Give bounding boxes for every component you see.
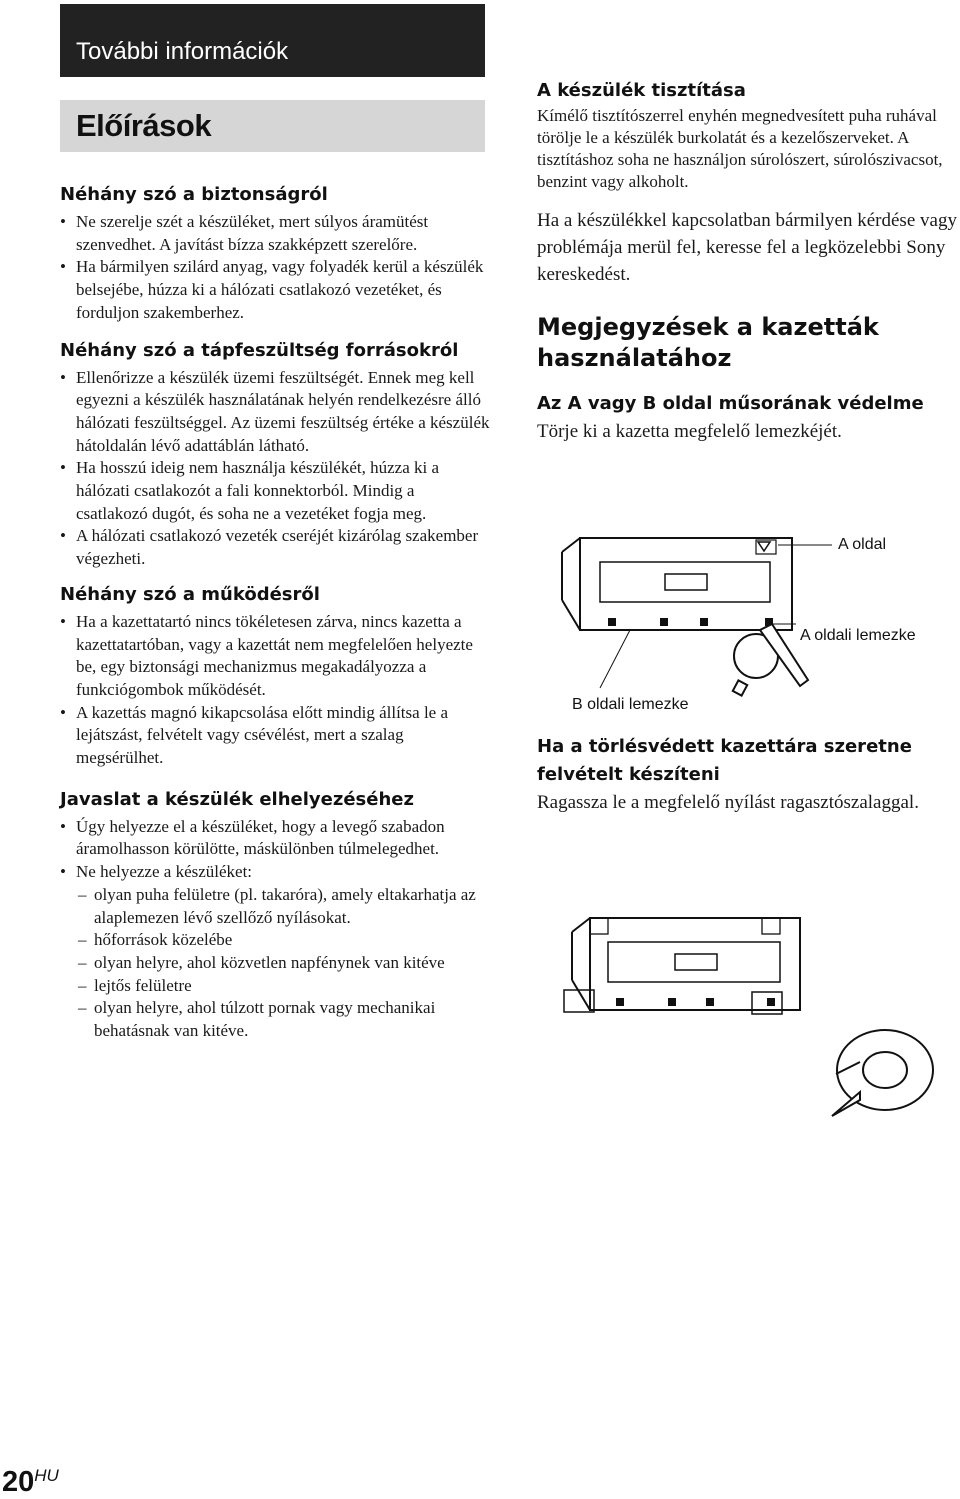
list-item: • A kazettás magnó kikapcsolása előtt mindig állítsa le a lejátszást, felvételt vagy csévélést, mert a szalag megsérülhet. [60, 702, 490, 770]
record-heading: Ha a törlésvédett kazettára szeretne felvételt készíteni [537, 736, 912, 785]
cassette-tape-illustration [560, 912, 960, 1132]
placement-sublist [60, 884, 490, 1043]
safety-list [60, 211, 490, 325]
operation-heading: Néhány szó a működésről [60, 583, 320, 605]
lang-code: HU [34, 1466, 59, 1485]
list-item: – olyan puha felületre (pl. takaróra), amely eltakarhatja az alaplemezen lévő szellőző nyílásokat. [60, 884, 490, 929]
page-title: Előírások [76, 108, 212, 143]
section-title: További információk [76, 38, 289, 65]
cassette-tab-illustration [560, 530, 820, 710]
page-title-box [60, 100, 485, 152]
right-column [537, 77, 957, 445]
cleaning-heading: A készülék tisztítása [537, 80, 746, 101]
record-section [537, 733, 957, 816]
list-item: • A hálózati csatlakozó vezeték cseréjét kizárólag szakember végezheti. [60, 525, 490, 570]
contact-text: Ha a készülékkel kapcsolatban bármilyen kérdése vagy problémája merül fel, keresse fel a legközelebbi Sony kereskedést. [537, 210, 957, 285]
notes-heading: Megjegyzések a kazetták használatához [537, 313, 879, 372]
section-header-bar [60, 4, 485, 77]
page-number [2, 1466, 59, 1499]
safety-heading: Néhány szó a biztonságról [60, 184, 328, 205]
list-item: • Ellenőrizze a készülék üzemi feszültségét. Ennek meg kell egyezni a készülék használatának helyén rendelkezésre álló hálózati feszültséggel. Az üzemi feszültség értéke a készülék hátoldalán lévő adattáblán látható. [60, 367, 490, 458]
record-text: Ragassza le a megfelelő nyílást ragasztószalaggal. [537, 792, 919, 813]
list-item: – lejtős felületre [60, 975, 490, 998]
left-column [60, 181, 490, 1043]
list-item: – olyan helyre, ahol közvetlen napfénynek van kitéve [60, 952, 490, 975]
list-item: – olyan helyre, ahol túlzott pornak vagy mechanikai behatásnak van kitéve. [60, 997, 490, 1042]
page-number-value: 20 [2, 1466, 35, 1498]
a-side-label: A oldal [838, 536, 887, 553]
placement-heading: Javaslat a készülék elhelyezéséhez [60, 788, 414, 810]
list-item: – hőforrások közelébe [60, 929, 490, 952]
cleaning-text: Kímélő tisztítószerrel enyhén megnedvesített puha ruhával törölje le a készülék burkolatát és a kezelőszerveket. A tisztításhoz soha ne használjon súrolószert, súrolószivacsot, benzint vagy alkoholt. [537, 106, 943, 191]
list-item: • Ha hosszú ideig nem használja készülékét, húzza ki a hálózati csatlakozót a fali konnektorból. Mindig a csatlakozó dugót, és soha ne a vezetéket fogja meg. [60, 457, 490, 525]
protect-heading: Az A vagy B oldal műsorának védelme [537, 393, 924, 414]
list-item: • Ha a kazettatartó nincs tökéletesen zárva, nincs kazetta a kazettatartóban, vagy a kazettát nem megfelelően helyezte be, egy biztonsági mechanizmus megakadályozza a funkciógombok működését. [60, 611, 490, 702]
list-item: • Ha bármilyen szilárd anyag, vagy folyadék kerül a készülék belsejébe, húzza ki a hálózati csatlakozó vezetéket, és forduljon szakemberhez. [60, 256, 490, 324]
power-heading: Néhány szó a tápfeszültség forrásokról [60, 339, 459, 361]
placement-list [60, 816, 490, 884]
operation-list [60, 611, 490, 770]
a-tab-label: A oldali lemezke [800, 627, 916, 644]
power-list [60, 367, 490, 571]
list-item: • Ne helyezze a készüléket: [60, 861, 490, 884]
protect-text: Törje ki a kazetta megfelelő lemezkéjét. [537, 421, 842, 442]
list-item: • Ne szerelje szét a készüléket, mert súlyos áramütést szenvedhet. A javítást bízza szakképzett szerelőre. [60, 211, 490, 256]
list-item: • Úgy helyezze el a készüléket, hogy a levegő szabadon áramolhasson körülötte, máskülönben túlmelegedhet. [60, 816, 490, 861]
b-tab-label: B oldali lemezke [572, 696, 689, 713]
